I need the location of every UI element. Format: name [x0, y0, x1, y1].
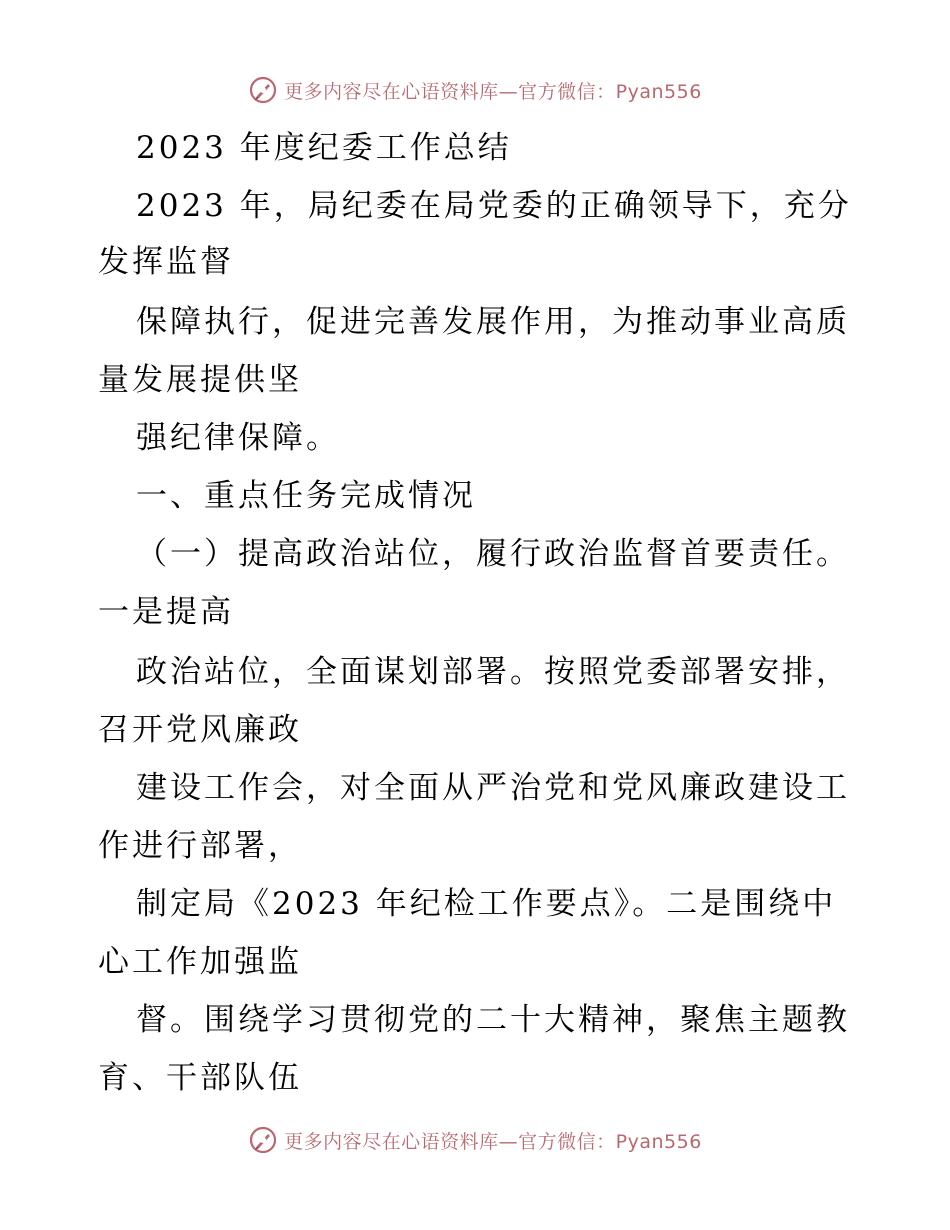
section-heading: 一、重点任务完成情况	[136, 478, 476, 514]
paragraph-line: 保障执行，促进完善发展作用，为推动事业高质	[136, 304, 850, 340]
paragraph-line: 召开党风廉政	[98, 712, 302, 748]
quill-logo-icon	[248, 75, 278, 105]
paragraph-line: 育、干部队伍	[98, 1060, 302, 1096]
paragraph-line: 心工作加强监	[98, 944, 302, 980]
paragraph-line: 一是提高	[98, 594, 234, 630]
watermark-text: 更多内容尽在心语资料库—官方微信：Pyan556	[284, 1130, 702, 1153]
paragraph-line: 强纪律保障。	[136, 420, 340, 456]
paragraph-line: 政治站位，全面谋划部署。按照党委部署安排，	[136, 654, 850, 690]
header-watermark	[0, 70, 950, 110]
paragraph-line: 督。围绕学习贯彻党的二十大精神，聚焦主题教	[136, 1002, 850, 1038]
paragraph-line: 发挥监督	[98, 244, 234, 280]
watermark-text: 更多内容尽在心语资料库—官方微信：Pyan556	[284, 80, 702, 103]
footer-watermark	[0, 1120, 950, 1160]
paragraph-line: 作进行部署，	[98, 828, 302, 864]
paragraph-line: 制定局《2023 年纪检工作要点》。二是围绕中	[136, 886, 837, 922]
paragraph-line: 2023 年，局纪委在局党委的正确领导下，充分	[136, 188, 852, 224]
document-title: 2023 年度纪委工作总结	[136, 130, 512, 166]
paragraph-line: 量发展提供坚	[98, 362, 302, 398]
paragraph-line: 建设工作会，对全面从严治党和党风廉政建设工	[136, 770, 850, 806]
subsection-heading: （一）提高政治站位，履行政治监督首要责任。	[136, 536, 850, 572]
quill-logo-icon	[248, 1125, 278, 1155]
